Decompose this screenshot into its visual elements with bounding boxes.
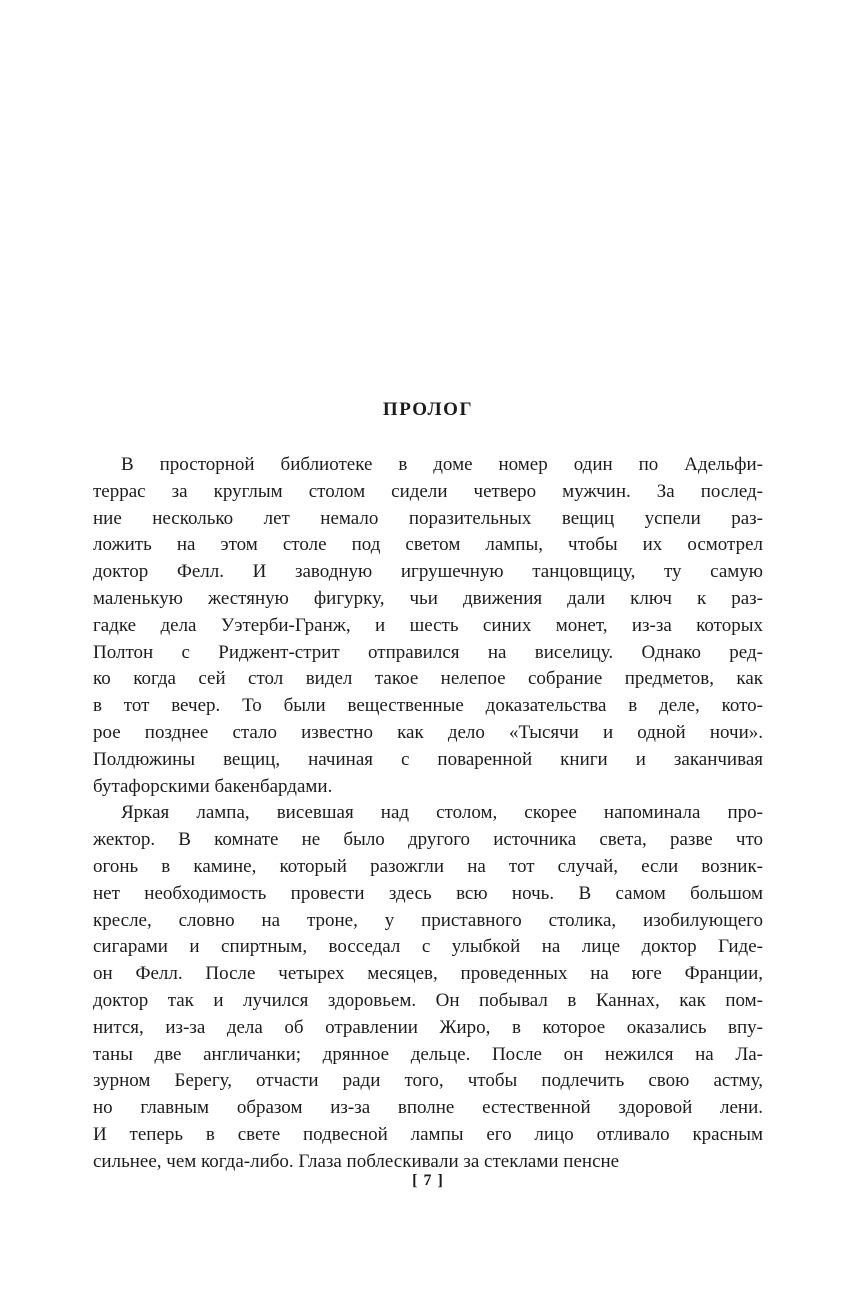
text-line: сильнее, чем когда-либо. Глаза поблескивали за стеклами пенсне — [93, 1150, 620, 1172]
text-line: Яркая лампа, висевшая над столом, скорее напоминала про- — [121, 802, 763, 824]
text-line: ние несколько лет немало поразительных вещиц успели раз- — [93, 507, 763, 529]
text-line: В просторной библиотеке в доме номер один по Адельфи- — [121, 454, 763, 475]
paragraph — [93, 800, 763, 1175]
text-line: И теперь в свете подвесной лампы его лицо отливало красным — [93, 1123, 763, 1145]
page-number: [ 7 ] — [412, 1172, 444, 1189]
text-line: огонь в камине, который разожгли на тот случай, если возник- — [93, 855, 763, 877]
text-line: нет необходимость провести здесь всю ночь. В самом большом — [93, 882, 763, 904]
chapter-heading: ПРОЛОГ — [382, 399, 474, 420]
text-line: ложить на этом столе под светом лампы, чтобы их осмотрел — [93, 534, 763, 556]
text-line: гадке дела Уэтерби-Гранж, и шесть синих монет, из-за которых — [93, 614, 763, 636]
text-line: таны две англичанки; дрянное дельце. После он нежился на Ла- — [93, 1043, 763, 1065]
text-line: маленькую жестяную фигурку, чьи движения дали ключ к раз- — [93, 587, 763, 609]
text-line: Полтон с Риджент-стрит отправился на виселицу. Однако ред- — [93, 641, 763, 663]
text-line: в тот вечер. То были вещественные доказательства в деле, кото- — [93, 695, 763, 717]
text-line: он Фелл. После четырех месяцев, проведенных на юге Франции, — [93, 963, 763, 985]
body-text — [93, 452, 763, 1176]
text-line: зурном Берегу, отчасти ради того, чтобы подлечить свою астму, — [93, 1070, 763, 1092]
text-line: но главным образом из-за вполне естественной здоровой лени. — [93, 1097, 763, 1119]
text-line: сигарами и спиртным, восседал с улыбкой на лице доктор Гиде- — [93, 936, 763, 958]
text-line: Полдюжины вещиц, начиная с поваренной книги и заканчивая — [93, 748, 763, 770]
text-line: рое позднее стало известно как дело «Тысячи и одной ночи». — [93, 721, 763, 743]
text-line: жектор. В комнате не было другого источника света, разве что — [93, 829, 763, 851]
paragraph — [93, 452, 763, 800]
text-line: ко когда сей стол видел такое нелепое собрание предметов, как — [93, 668, 763, 690]
text-line: террас за круглым столом сидели четверо мужчин. За послед- — [93, 480, 763, 502]
text-line: доктор так и лучился здоровьем. Он побывал в Каннах, как пом- — [93, 989, 763, 1011]
text-line: бутафорскими бакенбардами. — [93, 775, 333, 797]
text-line: нится, из-за дела об отравлении Жиро, в которое оказались впу- — [93, 1016, 763, 1038]
text-line: доктор Фелл. И заводную игрушечную танцовщицу, ту самую — [93, 561, 763, 583]
text-line: кресле, словно на троне, у приставного столика, изобилующего — [93, 909, 763, 931]
